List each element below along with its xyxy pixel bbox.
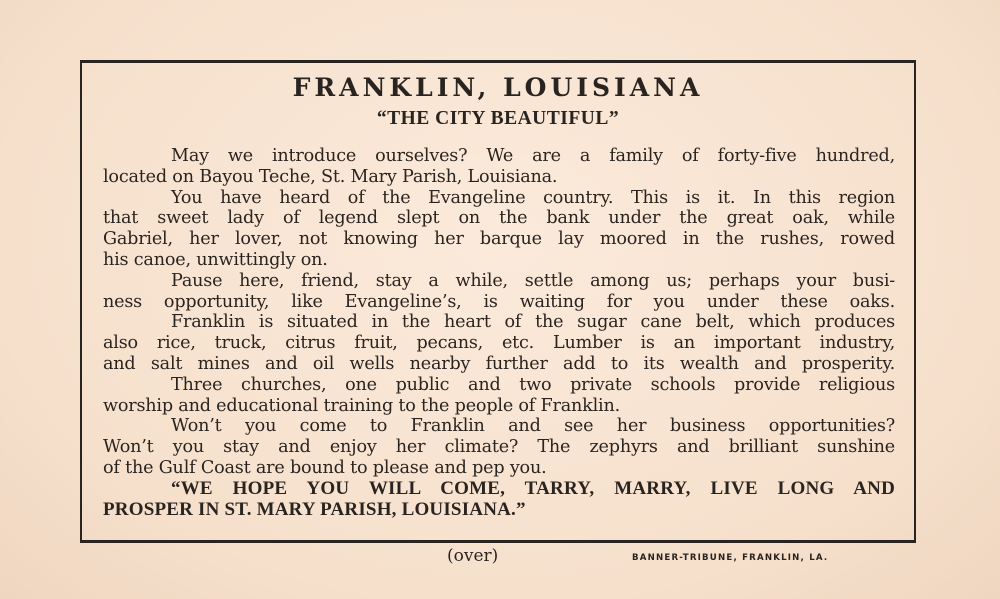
text-line: also rice, truck, citrus fruit, pecans, etc. Lumber is an important industry, bbox=[103, 333, 895, 354]
printer-imprint: BANNER-TRIBUNE, FRANKLIN, LA. bbox=[632, 553, 829, 563]
text-line: worship and educational training to the people of Franklin. bbox=[103, 395, 620, 416]
right-border-rule bbox=[914, 60, 916, 542]
text-line: that sweet lady of legend slept on the bank under the great oak, while bbox=[103, 208, 895, 229]
left-border-rule bbox=[80, 60, 82, 542]
text-line: May we introduce ourselves? We are a family of forty-five hundred, bbox=[171, 146, 895, 166]
closing-line: PROSPER IN ST. MARY PARISH, LOUISIANA.” bbox=[103, 498, 526, 520]
text-line: Pause here, friend, stay a while, settle among us; perhaps your busi- bbox=[171, 270, 895, 291]
text-line: of the Gulf Coast are bound to please and pep you. bbox=[103, 457, 547, 478]
text-line: Three churches, one public and two private schools provide religious bbox=[171, 374, 895, 395]
text-line: Won’t you come to Franklin and see her business opportunities? bbox=[171, 416, 895, 437]
closing-line: “WE HOPE YOU WILL COME, TARRY, MARRY, LIVE LONG AND bbox=[171, 477, 895, 499]
text-line: and salt mines and oil wells nearby further add to its wealth and prosperity. bbox=[103, 353, 895, 374]
text-line: ness opportunity, like Evangeline’s, is waiting for you under these oaks. bbox=[103, 291, 895, 312]
over-note: (over) bbox=[447, 546, 499, 566]
bottom-border-rule bbox=[80, 540, 916, 543]
top-border-rule bbox=[80, 60, 916, 63]
text-line: You have heard of the Evangeline country. This is it. In this region bbox=[171, 187, 895, 208]
text-line: located on Bayou Teche, St. Mary Parish, Louisiana. bbox=[103, 166, 558, 187]
text-line: his canoe, unwittingly on. bbox=[103, 249, 328, 270]
text-line: Gabriel, her lover, not knowing her barque lay moored in the rushes, rowed bbox=[103, 229, 895, 250]
card-subtitle: “THE CITY BEAUTIFUL” bbox=[376, 108, 620, 129]
text-line: Franklin is situated in the heart of the sugar cane belt, which produces bbox=[171, 312, 895, 333]
card-body-text bbox=[103, 146, 895, 520]
card-title: FRANKLIN, LOUISIANA bbox=[292, 73, 704, 102]
text-line: Won’t you stay and enjoy her climate? The zephyrs and brilliant sunshine bbox=[103, 437, 895, 458]
